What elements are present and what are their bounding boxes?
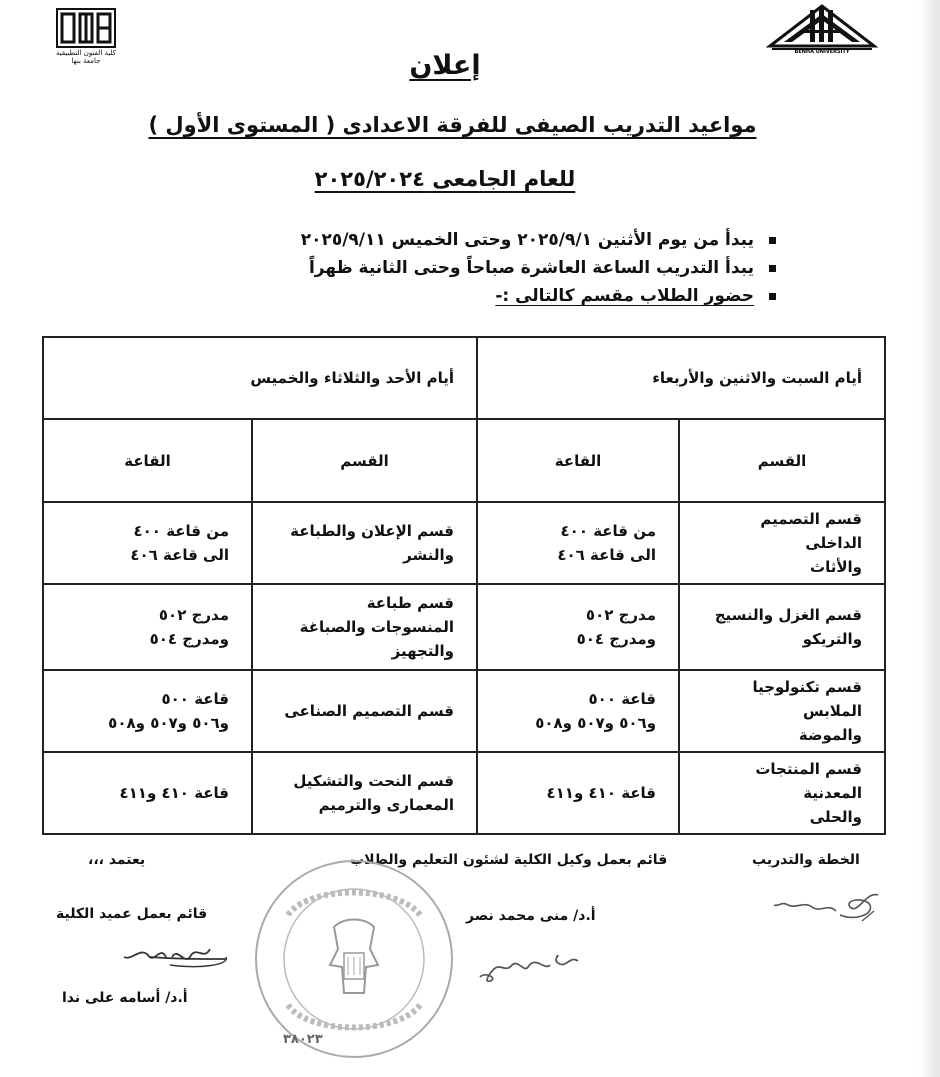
col-header-hall-a: القاعة: [477, 419, 679, 502]
dean-signature: [80, 935, 230, 975]
bullet-hours: يبدأ التدريب الساعة العاشرة صباحاً وحتى الثانية ظهراً: [40, 254, 780, 282]
group-b-days: أيام الأحد والثلاثاء والخميس: [43, 337, 477, 419]
department-cell: قسم تكنولوجيا الملابس والموضة: [679, 670, 885, 752]
col-header-hall-b: القاعة: [43, 419, 252, 502]
page-edge: [918, 0, 940, 1077]
training-plan-title: الخطة والتدريب: [752, 852, 860, 868]
university-logo-caption: BENHA UNIVERSITY: [794, 49, 850, 54]
department-cell: قسم طباعة المنسوجات والصباغة والتجهيز: [252, 584, 477, 670]
table-row: [43, 670, 885, 752]
hall-cell: قاعة ٤١٠ و٤١١: [43, 752, 252, 834]
hall-cell: من قاعة ٤٠٠ الى قاعة ٤٠٦: [477, 502, 679, 584]
page-title: مواعيد التدريب الصيفى للفرقة الاعدادى ( المستوى الأول ): [148, 113, 757, 137]
department-cell: قسم النحت والتشكيل المعمارى والترميم: [252, 752, 477, 834]
table-row: [43, 584, 885, 670]
info-bullets: [40, 226, 780, 310]
department-cell: قسم الإعلان والطباعة والنشر: [252, 502, 477, 584]
hall-cell: مدرج ٥٠٢ ومدرج ٥٠٤: [477, 584, 679, 670]
group-a-days: أيام السبت والاثنين والأربعاء: [477, 337, 885, 419]
university-emblem-icon: [766, 2, 878, 54]
table-row: [43, 752, 885, 834]
hall-cell: قاعة ٤١٠ و٤١١: [477, 752, 679, 834]
bullet-dates: يبدأ من يوم الأثنين ٢٠٢٥/٩/١ وحتى الخميس ٢٠٢٥/٩/١١: [40, 226, 780, 254]
approval-label: يعتمد ،،،: [88, 852, 146, 868]
col-header-department-a: القسم: [679, 419, 885, 502]
department-cell: قسم التصميم الداخلى والأثاث: [679, 502, 885, 584]
hall-cell: قاعة ٥٠٠ و٥٠٦ و٥٠٧ و٥٠٨: [477, 670, 679, 752]
academic-year: للعام الجامعى ٢٠٢٥/٢٠٢٤: [314, 167, 576, 191]
department-cell: قسم التصميم الصناعى: [252, 670, 477, 752]
vice-dean-signature: [470, 945, 585, 990]
table-row: [43, 502, 885, 584]
training-signature: [770, 885, 885, 930]
dean-name: أ.د/ أسامه على ندا: [62, 990, 188, 1006]
department-cell: قسم المنتجات المعدنية والحلى: [679, 752, 885, 834]
hall-cell: قاعة ٥٠٠ و٥٠٦ و٥٠٧ و٥٠٨: [43, 670, 252, 752]
faculty-emblem-icon: [56, 8, 116, 48]
schedule-table: [42, 336, 886, 835]
table-days-row: [43, 337, 885, 419]
official-stamp: [248, 855, 460, 1063]
dean-title: قائم بعمل عميد الكلية: [56, 906, 208, 922]
stamp-number: ٣٨٠٢٣: [283, 1032, 323, 1047]
benha-university-logo: [766, 2, 878, 54]
col-header-department-b: القسم: [252, 419, 477, 502]
table-header-row: [43, 419, 885, 502]
hall-cell: مدرج ٥٠٢ ومدرج ٥٠٤: [43, 584, 252, 670]
bullet-attendance: حضور الطلاب مقسم كالتالى :-: [40, 282, 780, 310]
vice-dean-name: أ.د/ منى محمد نصر: [466, 908, 596, 924]
hall-cell: من قاعة ٤٠٠ الى قاعة ٤٠٦: [43, 502, 252, 584]
faculty-logo-caption: كلية الفنون التطبيقية جامعة بنها: [55, 49, 117, 65]
announcement-heading: إعلان: [409, 50, 481, 81]
department-cell: قسم الغزل والنسيج والتريكو: [679, 584, 885, 670]
vice-dean-title: قائم بعمل وكيل الكلية لشئون التعليم والطلاب: [350, 852, 668, 868]
